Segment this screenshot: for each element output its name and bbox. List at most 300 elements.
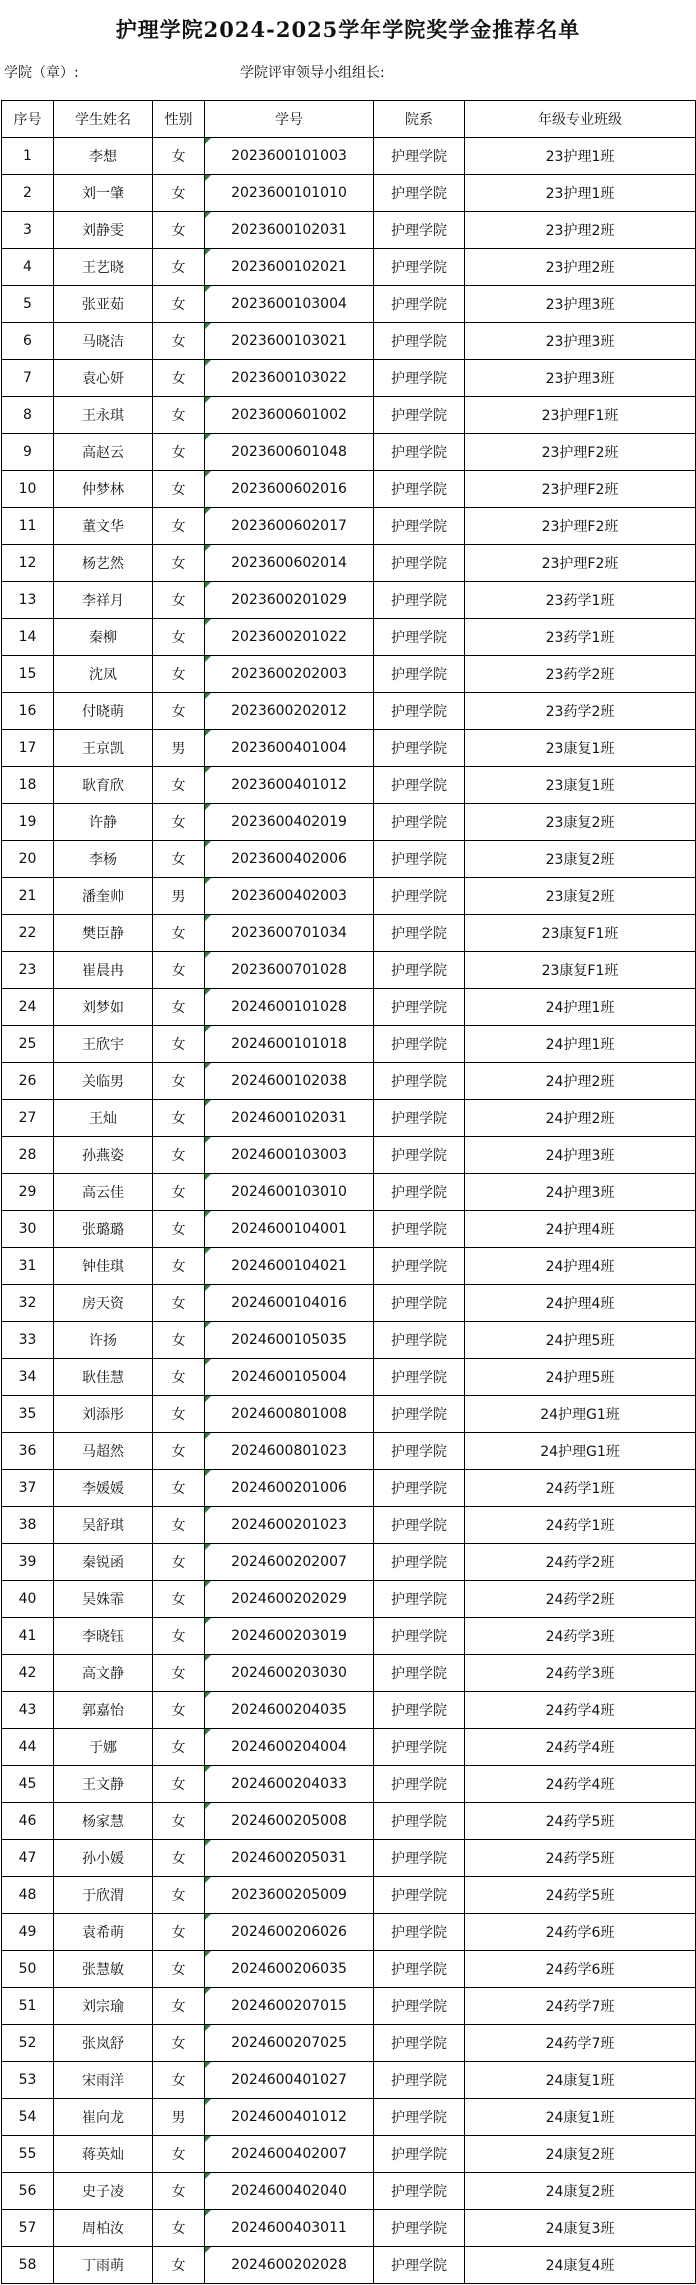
- header-gender: 性别: [153, 101, 205, 138]
- row-index-cell: 56: [2, 2173, 54, 2210]
- table-row: [2, 249, 696, 286]
- row-index-cell: 44: [2, 1729, 54, 1766]
- class-cell: 23康复1班: [465, 730, 696, 767]
- department-cell: 护理学院: [374, 1285, 465, 1322]
- gender-cell: 女: [153, 397, 205, 434]
- table-row: [2, 1766, 696, 1803]
- student-id-cell: 2024600104016: [205, 1285, 374, 1322]
- class-cell: 23康复2班: [465, 841, 696, 878]
- row-index-cell: 1: [2, 138, 54, 175]
- gender-cell: 女: [153, 2025, 205, 2062]
- student-name-cell: 仲梦林: [54, 471, 153, 508]
- department-cell: 护理学院: [374, 1692, 465, 1729]
- table-row: [2, 1729, 696, 1766]
- class-cell: 24药学5班: [465, 1803, 696, 1840]
- student-name-cell: 关临男: [54, 1063, 153, 1100]
- student-id-cell: 2024600104001: [205, 1211, 374, 1248]
- row-index-cell: 33: [2, 1322, 54, 1359]
- department-cell: 护理学院: [374, 1026, 465, 1063]
- student-id-cell: 2023600402006: [205, 841, 374, 878]
- table-row: [2, 212, 696, 249]
- department-cell: 护理学院: [374, 1063, 465, 1100]
- student-id-cell: 2024600801008: [205, 1396, 374, 1433]
- class-cell: 23护理2班: [465, 249, 696, 286]
- class-cell: 24药学5班: [465, 1840, 696, 1877]
- student-name-cell: 高文静: [54, 1655, 153, 1692]
- student-name-cell: 王欣宇: [54, 1026, 153, 1063]
- gender-cell: 女: [153, 1692, 205, 1729]
- department-cell: 护理学院: [374, 693, 465, 730]
- document-title: 护理学院2024-2025学年学院奖学金推荐名单: [115, 17, 581, 42]
- gender-cell: 女: [153, 360, 205, 397]
- department-cell: 护理学院: [374, 360, 465, 397]
- student-id-cell: 2023600102031: [205, 212, 374, 249]
- department-cell: 护理学院: [374, 804, 465, 841]
- class-cell: 24护理G1班: [465, 1433, 696, 1470]
- header-name: 学生姓名: [54, 101, 153, 138]
- department-cell: 护理学院: [374, 2247, 465, 2284]
- student-id-cell: 2024600204033: [205, 1766, 374, 1803]
- gender-cell: 男: [153, 878, 205, 915]
- student-name-cell: 于欣渭: [54, 1877, 153, 1914]
- table-row: [2, 582, 696, 619]
- table-row: [2, 989, 696, 1026]
- student-id-cell: 2024600201006: [205, 1470, 374, 1507]
- gender-cell: 女: [153, 1507, 205, 1544]
- class-cell: 23药学1班: [465, 619, 696, 656]
- row-index-cell: 3: [2, 212, 54, 249]
- class-cell: 24护理G1班: [465, 1396, 696, 1433]
- table-row: [2, 1914, 696, 1951]
- student-id-cell: 2024600801023: [205, 1433, 374, 1470]
- gender-cell: 女: [153, 582, 205, 619]
- department-cell: 护理学院: [374, 397, 465, 434]
- gender-cell: 女: [153, 952, 205, 989]
- gender-cell: 女: [153, 1174, 205, 1211]
- row-index-cell: 42: [2, 1655, 54, 1692]
- department-cell: 护理学院: [374, 1100, 465, 1137]
- table-row: [2, 1211, 696, 1248]
- student-id-cell: 2023600602016: [205, 471, 374, 508]
- department-cell: 护理学院: [374, 619, 465, 656]
- class-cell: 23康复F1班: [465, 915, 696, 952]
- gender-cell: 女: [153, 138, 205, 175]
- student-id-cell: 2023600102021: [205, 249, 374, 286]
- row-index-cell: 58: [2, 2247, 54, 2284]
- student-id-cell: 2023600402003: [205, 878, 374, 915]
- row-index-cell: 14: [2, 619, 54, 656]
- table-row: [2, 1100, 696, 1137]
- class-cell: 23康复2班: [465, 804, 696, 841]
- header-index: 序号: [2, 101, 54, 138]
- class-cell: 24护理1班: [465, 1026, 696, 1063]
- department-cell: 护理学院: [374, 2173, 465, 2210]
- gender-cell: 女: [153, 1063, 205, 1100]
- department-cell: 护理学院: [374, 1211, 465, 1248]
- row-index-cell: 45: [2, 1766, 54, 1803]
- student-id-cell: 2024600205031: [205, 1840, 374, 1877]
- department-cell: 护理学院: [374, 1729, 465, 1766]
- student-id-cell: 2024600207015: [205, 1988, 374, 2025]
- department-cell: 护理学院: [374, 1655, 465, 1692]
- table-row: [2, 1174, 696, 1211]
- student-name-cell: 董文华: [54, 508, 153, 545]
- row-index-cell: 30: [2, 1211, 54, 1248]
- gender-cell: 女: [153, 841, 205, 878]
- table-row: [2, 1692, 696, 1729]
- gender-cell: 女: [153, 619, 205, 656]
- student-id-cell: 2023600202003: [205, 656, 374, 693]
- class-cell: 24康复3班: [465, 2210, 696, 2247]
- department-cell: 护理学院: [374, 656, 465, 693]
- student-id-cell: 2023600601048: [205, 434, 374, 471]
- row-index-cell: 17: [2, 730, 54, 767]
- student-name-cell: 王京凯: [54, 730, 153, 767]
- student-name-cell: 秦锐函: [54, 1544, 153, 1581]
- table-row: [2, 1544, 696, 1581]
- class-cell: 24药学7班: [465, 2025, 696, 2062]
- class-cell: 24药学2班: [465, 1581, 696, 1618]
- student-id-cell: 2024600103010: [205, 1174, 374, 1211]
- row-index-cell: 47: [2, 1840, 54, 1877]
- row-index-cell: 8: [2, 397, 54, 434]
- department-cell: 护理学院: [374, 878, 465, 915]
- table-row: [2, 1063, 696, 1100]
- student-id-cell: 2023600205009: [205, 1877, 374, 1914]
- row-index-cell: 49: [2, 1914, 54, 1951]
- student-id-cell: 2024600204004: [205, 1729, 374, 1766]
- student-id-cell: 2023600402019: [205, 804, 374, 841]
- student-name-cell: 张岚舒: [54, 2025, 153, 2062]
- class-cell: 24护理5班: [465, 1322, 696, 1359]
- table-row: [2, 2210, 696, 2247]
- class-cell: 24护理3班: [465, 1174, 696, 1211]
- gender-cell: 男: [153, 730, 205, 767]
- row-index-cell: 54: [2, 2099, 54, 2136]
- table-row: [2, 952, 696, 989]
- class-cell: 24药学1班: [465, 1470, 696, 1507]
- department-cell: 护理学院: [374, 767, 465, 804]
- gender-cell: 女: [153, 286, 205, 323]
- student-id-cell: 2023600101010: [205, 175, 374, 212]
- row-index-cell: 15: [2, 656, 54, 693]
- header-department: 院系: [374, 101, 465, 138]
- table-row: [2, 1248, 696, 1285]
- department-cell: 护理学院: [374, 2099, 465, 2136]
- department-cell: 护理学院: [374, 434, 465, 471]
- class-cell: 23护理3班: [465, 323, 696, 360]
- row-index-cell: 52: [2, 2025, 54, 2062]
- class-cell: 24药学1班: [465, 1507, 696, 1544]
- table-row: [2, 1655, 696, 1692]
- department-cell: 护理学院: [374, 323, 465, 360]
- student-name-cell: 张璐璐: [54, 1211, 153, 1248]
- department-cell: 护理学院: [374, 1877, 465, 1914]
- table-row: [2, 323, 696, 360]
- student-id-cell: 2024600203030: [205, 1655, 374, 1692]
- student-name-cell: 钟佳琪: [54, 1248, 153, 1285]
- department-cell: 护理学院: [374, 1803, 465, 1840]
- student-id-cell: 2024600103003: [205, 1137, 374, 1174]
- class-cell: 23康复F1班: [465, 952, 696, 989]
- class-cell: 24药学3班: [465, 1655, 696, 1692]
- student-name-cell: 房天资: [54, 1285, 153, 1322]
- student-id-cell: 2024600105004: [205, 1359, 374, 1396]
- department-cell: 护理学院: [374, 1581, 465, 1618]
- class-cell: 23护理F2班: [465, 471, 696, 508]
- gender-cell: 女: [153, 2210, 205, 2247]
- gender-cell: 女: [153, 1322, 205, 1359]
- class-cell: 24药学3班: [465, 1618, 696, 1655]
- gender-cell: 女: [153, 1951, 205, 1988]
- signature-line: [0, 60, 696, 86]
- department-cell: 护理学院: [374, 1544, 465, 1581]
- student-id-cell: 2023600701034: [205, 915, 374, 952]
- class-cell: 24药学4班: [465, 1692, 696, 1729]
- student-name-cell: 孙燕姿: [54, 1137, 153, 1174]
- review-leader-label: 学院评审领导小组组长:: [240, 65, 385, 81]
- gender-cell: 女: [153, 1433, 205, 1470]
- gender-cell: 女: [153, 1840, 205, 1877]
- student-name-cell: 沈凤: [54, 656, 153, 693]
- student-id-cell: 2023600602014: [205, 545, 374, 582]
- student-name-cell: 王灿: [54, 1100, 153, 1137]
- row-index-cell: 36: [2, 1433, 54, 1470]
- class-cell: 24药学4班: [465, 1729, 696, 1766]
- class-cell: 23护理1班: [465, 138, 696, 175]
- department-cell: 护理学院: [374, 175, 465, 212]
- student-id-cell: 2024600402007: [205, 2136, 374, 2173]
- department-cell: 护理学院: [374, 1433, 465, 1470]
- department-cell: 护理学院: [374, 212, 465, 249]
- class-cell: 24护理4班: [465, 1248, 696, 1285]
- class-cell: 23护理3班: [465, 360, 696, 397]
- class-cell: 24康复4班: [465, 2247, 696, 2284]
- student-id-cell: 2023600701028: [205, 952, 374, 989]
- class-cell: 23康复1班: [465, 767, 696, 804]
- student-id-cell: 2024600101018: [205, 1026, 374, 1063]
- row-index-cell: 5: [2, 286, 54, 323]
- row-index-cell: 24: [2, 989, 54, 1026]
- student-name-cell: 杨艺然: [54, 545, 153, 582]
- student-id-cell: 2024600401012: [205, 2099, 374, 2136]
- class-cell: 24康复2班: [465, 2173, 696, 2210]
- table-row: [2, 360, 696, 397]
- department-cell: 护理学院: [374, 582, 465, 619]
- class-cell: 23康复2班: [465, 878, 696, 915]
- class-cell: 23护理F2班: [465, 434, 696, 471]
- gender-cell: 女: [153, 175, 205, 212]
- row-index-cell: 38: [2, 1507, 54, 1544]
- student-id-cell: 2024600401027: [205, 2062, 374, 2099]
- header-class: 年级专业班级: [465, 101, 696, 138]
- table-row: [2, 1470, 696, 1507]
- row-index-cell: 51: [2, 1988, 54, 2025]
- row-index-cell: 19: [2, 804, 54, 841]
- department-cell: 护理学院: [374, 2062, 465, 2099]
- student-name-cell: 刘梦如: [54, 989, 153, 1026]
- student-name-cell: 刘一肇: [54, 175, 153, 212]
- student-id-cell: 2024600202028: [205, 2247, 374, 2284]
- student-id-cell: 2023600201029: [205, 582, 374, 619]
- row-index-cell: 40: [2, 1581, 54, 1618]
- student-name-cell: 耿育欣: [54, 767, 153, 804]
- student-name-cell: 蒋英灿: [54, 2136, 153, 2173]
- gender-cell: 女: [153, 1766, 205, 1803]
- department-cell: 护理学院: [374, 1840, 465, 1877]
- row-index-cell: 10: [2, 471, 54, 508]
- student-id-cell: 2024600402040: [205, 2173, 374, 2210]
- student-id-cell: 2024600207025: [205, 2025, 374, 2062]
- table-row: [2, 1988, 696, 2025]
- table-row: [2, 397, 696, 434]
- row-index-cell: 48: [2, 1877, 54, 1914]
- student-name-cell: 王艺晓: [54, 249, 153, 286]
- row-index-cell: 2: [2, 175, 54, 212]
- department-cell: 护理学院: [374, 249, 465, 286]
- table-row: [2, 471, 696, 508]
- student-name-cell: 丁雨萌: [54, 2247, 153, 2284]
- student-name-cell: 吴姝霏: [54, 1581, 153, 1618]
- student-id-cell: 2023600103022: [205, 360, 374, 397]
- table-row: [2, 1026, 696, 1063]
- student-id-cell: 2023600201022: [205, 619, 374, 656]
- row-index-cell: 39: [2, 1544, 54, 1581]
- student-id-cell: 2024600201023: [205, 1507, 374, 1544]
- student-name-cell: 孙小媛: [54, 1840, 153, 1877]
- row-index-cell: 11: [2, 508, 54, 545]
- student-name-cell: 高赵云: [54, 434, 153, 471]
- department-cell: 护理学院: [374, 2210, 465, 2247]
- table-row: [2, 767, 696, 804]
- student-id-cell: 2024600206026: [205, 1914, 374, 1951]
- student-name-cell: 马超然: [54, 1433, 153, 1470]
- class-cell: 24药学5班: [465, 1877, 696, 1914]
- row-index-cell: 27: [2, 1100, 54, 1137]
- table-row: [2, 1322, 696, 1359]
- student-id-cell: 2023600103021: [205, 323, 374, 360]
- gender-cell: 女: [153, 1581, 205, 1618]
- student-name-cell: 李晓钰: [54, 1618, 153, 1655]
- gender-cell: 男: [153, 2099, 205, 2136]
- table-row: [2, 2062, 696, 2099]
- department-cell: 护理学院: [374, 1766, 465, 1803]
- department-cell: 护理学院: [374, 1507, 465, 1544]
- student-id-cell: 2024600204035: [205, 1692, 374, 1729]
- gender-cell: 女: [153, 1877, 205, 1914]
- class-cell: 24药学6班: [465, 1951, 696, 1988]
- table-row: [2, 508, 696, 545]
- row-index-cell: 20: [2, 841, 54, 878]
- department-cell: 护理学院: [374, 138, 465, 175]
- table-row: [2, 1877, 696, 1914]
- table-row: [2, 2136, 696, 2173]
- table-row: [2, 2173, 696, 2210]
- department-cell: 护理学院: [374, 1137, 465, 1174]
- department-cell: 护理学院: [374, 1470, 465, 1507]
- department-cell: 护理学院: [374, 1174, 465, 1211]
- row-index-cell: 50: [2, 1951, 54, 1988]
- table-row: [2, 1433, 696, 1470]
- student-name-cell: 耿佳慧: [54, 1359, 153, 1396]
- department-cell: 护理学院: [374, 1914, 465, 1951]
- row-index-cell: 35: [2, 1396, 54, 1433]
- table-row: [2, 1507, 696, 1544]
- student-id-cell: 2023600601002: [205, 397, 374, 434]
- table-row: [2, 1396, 696, 1433]
- department-cell: 护理学院: [374, 508, 465, 545]
- student-name-cell: 王文静: [54, 1766, 153, 1803]
- student-name-cell: 杨家慧: [54, 1803, 153, 1840]
- row-index-cell: 4: [2, 249, 54, 286]
- row-index-cell: 22: [2, 915, 54, 952]
- row-index-cell: 28: [2, 1137, 54, 1174]
- row-index-cell: 18: [2, 767, 54, 804]
- gender-cell: 女: [153, 1359, 205, 1396]
- gender-cell: 女: [153, 1396, 205, 1433]
- department-cell: 护理学院: [374, 915, 465, 952]
- table-row: [2, 619, 696, 656]
- department-cell: 护理学院: [374, 545, 465, 582]
- class-cell: 24护理4班: [465, 1285, 696, 1322]
- gender-cell: 女: [153, 656, 205, 693]
- row-index-cell: 29: [2, 1174, 54, 1211]
- student-id-cell: 2024600102038: [205, 1063, 374, 1100]
- table-row: [2, 804, 696, 841]
- department-cell: 护理学院: [374, 1248, 465, 1285]
- row-index-cell: 23: [2, 952, 54, 989]
- gender-cell: 女: [153, 434, 205, 471]
- gender-cell: 女: [153, 693, 205, 730]
- table-row: [2, 286, 696, 323]
- student-name-cell: 潘奎帅: [54, 878, 153, 915]
- student-id-cell: 2024600202029: [205, 1581, 374, 1618]
- department-cell: 护理学院: [374, 952, 465, 989]
- student-name-cell: 史子凌: [54, 2173, 153, 2210]
- table-header-row: [2, 101, 696, 138]
- table-row: [2, 1803, 696, 1840]
- student-name-cell: 秦柳: [54, 619, 153, 656]
- department-cell: 护理学院: [374, 1359, 465, 1396]
- class-cell: 24护理4班: [465, 1211, 696, 1248]
- student-name-cell: 郭嘉怡: [54, 1692, 153, 1729]
- row-index-cell: 32: [2, 1285, 54, 1322]
- row-index-cell: 37: [2, 1470, 54, 1507]
- table-row: [2, 434, 696, 471]
- gender-cell: 女: [153, 1285, 205, 1322]
- row-index-cell: 46: [2, 1803, 54, 1840]
- class-cell: 24药学6班: [465, 1914, 696, 1951]
- department-cell: 护理学院: [374, 2025, 465, 2062]
- row-index-cell: 21: [2, 878, 54, 915]
- table-row: [2, 915, 696, 952]
- table-row: [2, 175, 696, 212]
- row-index-cell: 16: [2, 693, 54, 730]
- class-cell: 24康复1班: [465, 2062, 696, 2099]
- class-cell: 24药学4班: [465, 1766, 696, 1803]
- table-row: [2, 1137, 696, 1174]
- student-name-cell: 高云佳: [54, 1174, 153, 1211]
- table-row: [2, 693, 696, 730]
- gender-cell: 女: [153, 471, 205, 508]
- class-cell: 24药学7班: [465, 1988, 696, 2025]
- student-name-cell: 周柏汝: [54, 2210, 153, 2247]
- student-name-cell: 王永琪: [54, 397, 153, 434]
- class-cell: 23药学2班: [465, 693, 696, 730]
- class-cell: 24护理2班: [465, 1100, 696, 1137]
- class-cell: 23护理3班: [465, 286, 696, 323]
- table-row: [2, 138, 696, 175]
